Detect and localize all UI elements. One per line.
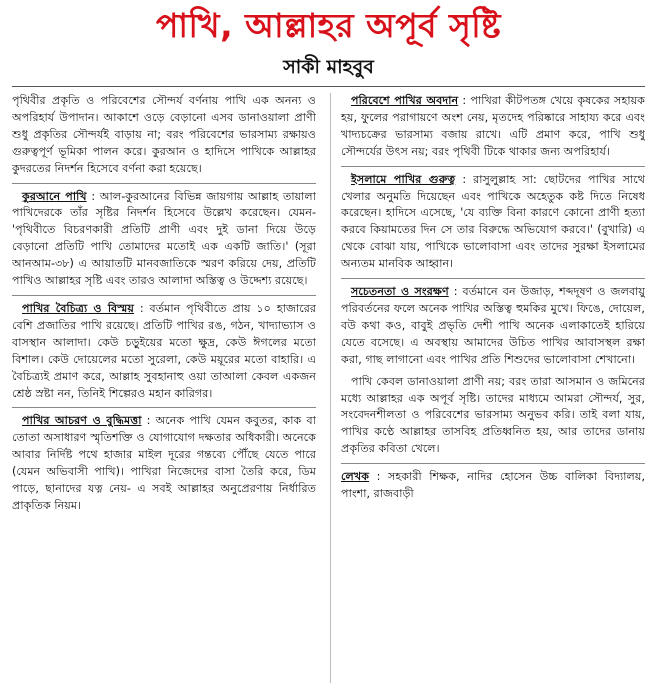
section-heading: পরিবেশে পাখির অবদান xyxy=(351,94,459,107)
author-note-label: লেখক xyxy=(341,470,370,484)
section-body: : বর্তমানে বন উজাড়, শব্দদূষণ ও জলবায়ু পরিবর্তনের ফলে অনেক পাখির অস্তিত্ব হুমকির মুখে। ফিঙে, দোয়েল, বউ কথা কও, বাবুই প্রভৃতি দেশী পাখি অনেক এলাকাতেই হারিয়ে যেতে বসেছে। এ অবস্থায় আমাদের উচিত পাখির আবাসস্থল রক্ষা করা, গাছ লাগানো এবং পাখির প্রতি শিশুদের ভালোবাসা শেখানো। xyxy=(341,285,645,366)
section-heading: সচেতনতা ও সংরক্ষণ xyxy=(351,285,449,299)
section-heading: পাখির বৈচিত্র্য ও বিস্ময় xyxy=(22,301,135,315)
headline: পাখি, আল্লাহর অপূর্ব সৃষ্টি xyxy=(156,6,501,45)
column-left xyxy=(12,93,316,683)
section-body: : অনেক পাখি যেমন কবুতর, কাক বা তোতা অসাধারণ স্মৃতিশক্তি ও যোগাযোগ দক্ষতার অধিকারী। অনেকে আবার নির্দিষ্ট পথে হাজার মাইল দূরের গন্তব্যে পৌঁছে যেতে পারে (যেমন অভিবাসী পাখি)। পাখিরা নিজেদের বাসা তৈরি করে, ডিম পাড়ে, ছানাদের যত্ন নেয়- এ সবই আল্লাহর অনুপ্রেরণায় নির্ধারিত প্রাকৃতিক নিয়ম। xyxy=(12,414,316,512)
section-diversity xyxy=(12,295,316,402)
section-body: : রাসুলুল্লাহ সা: ছোটদের পাখির সাথে খেলার অনুমতি দিয়েছেন এবং পাখিকে অহেতুক কষ্ট দিতে নিষেধ করেছেন। হাদিসে এসেছে, 'যে ব্যক্তি বিনা কারণে কোনো প্রাণী হত্যা করবে কিয়ামতের দিন সে তার বিরুদ্ধে অভিযোগ করবে।' (বুখারি) এ থেকে বোঝা যায়, পাখিকে ভালোবাসা এবং তাদের সুরক্ষা ইসলামের অন্যতম মানবিক আহ্বান। xyxy=(341,172,645,271)
section-body: : পাখিরা কীটপতঙ্গ খেয়ে কৃষকের সহায়ক হয়, ফুলের পরাগায়ণে অংশ নেয়, মৃতদেহ পরিষ্কারে সাহায্য করে এবং খাদ্যচক্রের ভারসাম্য বজায় রাখে। এটি প্রমাণ করে, পাখি শুধু সৌন্দর্যের উৎস নয়; বরং পৃথিবী টিকে থাকার জন্য অপরিহার্য। xyxy=(341,94,645,158)
section-body: : আল-কুরআনের বিভিন্ন জায়গায় আল্লাহ তায়ালা পাখিদেরকে তাঁর সৃষ্টির নিদর্শন হিসেবে উল্লেখ করেছেন। যেমন-'পৃথিবীতে বিচরণকারী প্রতিটি প্রাণী এবং দুই ডানা দিয়ে উড়ে বেড়ানো প্রতিটি পাখি তোমাদের মতোই এক একটি জাতি।' (সূরা আনআম-৩৮) এ আয়াতটি মানবজাতিকে স্মরণ করিয়ে দেয়, প্রতিটি পাখিও আল্লাহর সৃষ্টি এবং তারও আলাদা অস্তিত্ব ও উদ্দেশ্য রয়েছে। xyxy=(12,189,316,288)
author-note-text: : সহকারী শিক্ষক, নাদির হোসেন উচ্চ বালিকা বিদ্যালয়, পাংশা, রাজবাড়ী xyxy=(341,470,645,501)
section-islam xyxy=(341,166,645,273)
section-heading: কুরআনে পাখি xyxy=(22,189,87,203)
section-body: : বর্তমান পৃথিবীতে প্রায় ১০ হাজারের বেশি প্রজাতির পাখি রয়েছে। প্রতিটি পাখির রঙ, গঠন, খাদ্যাভ্যাস ও বাসস্থান আলাদা। কেউ চড়ুইয়ের মতো ক্ষুদ্র, কেউ ঈগলের মতো বিশাল। কেউ দোয়েলের মতো সুরেলা, কেউ ময়ূরের মতো বাহারি। এ বৈচিত্র্যই প্রমাণ করে, আল্লাহ সুবহানাহু ওয়া তাআলা কেবল একজন শ্রেষ্ঠ স্রষ্টা নন, তিনিই শিল্পেরও মহান কারিগর। xyxy=(12,301,316,400)
byline: সাকী মাহবুব xyxy=(283,56,374,78)
closing-paragraph: পাখি কেবল ডানাওয়ালা প্রাণী নয়; বরং তারা আসমান ও জমিনের মধ্যে আল্লাহর এক অপূর্ব সৃষ্টি। তাদের মাধ্যমে আমরা সৌন্দর্য, সুর, সংবেদনশীলতা ও পরিবেশের ভারসাম্য অনুভব করি। তাই বলা যায়, পাখির কণ্ঠে আল্লাহর তাসবিহ প্রতিধ্বনিত হয়, আর তাদের ডানায় প্রকৃতির কবিতা খেলে। xyxy=(341,374,645,456)
divider xyxy=(12,86,645,87)
section-heading: ইসলামে পাখির গুরুত্ব xyxy=(351,172,456,186)
section-heading: পাখির আচরণ ও বুদ্ধিমত্তা xyxy=(22,414,142,428)
section-behavior xyxy=(12,407,316,514)
section-environment xyxy=(341,93,645,161)
section-quran xyxy=(12,183,316,290)
article-columns xyxy=(12,93,645,683)
section-conservation xyxy=(341,278,645,369)
intro-paragraph: পৃথিবীর প্রকৃতি ও পরিবেশের সৌন্দর্য বর্ণনায় পাখি এক অনন্য ও অপরিহার্য উপাদান। আকাশে ওড়ে বেড়ানো এসব ডানাওয়ালা প্রাণী শুধু প্রকৃতির সৌন্দর্যই বাড়ায় না; বরং পরিবেশের ভারসাম্য রক্ষায়ও গুরুত্বপূর্ণ ভূমিকা পালন করে। কুরআন ও হাদিসে পাখিকে আল্লাহর কুদরতের নিদর্শন হিসেবে বর্ণনা করা হয়েছে। xyxy=(12,94,316,175)
column-right xyxy=(330,93,645,683)
author-note xyxy=(341,463,645,503)
